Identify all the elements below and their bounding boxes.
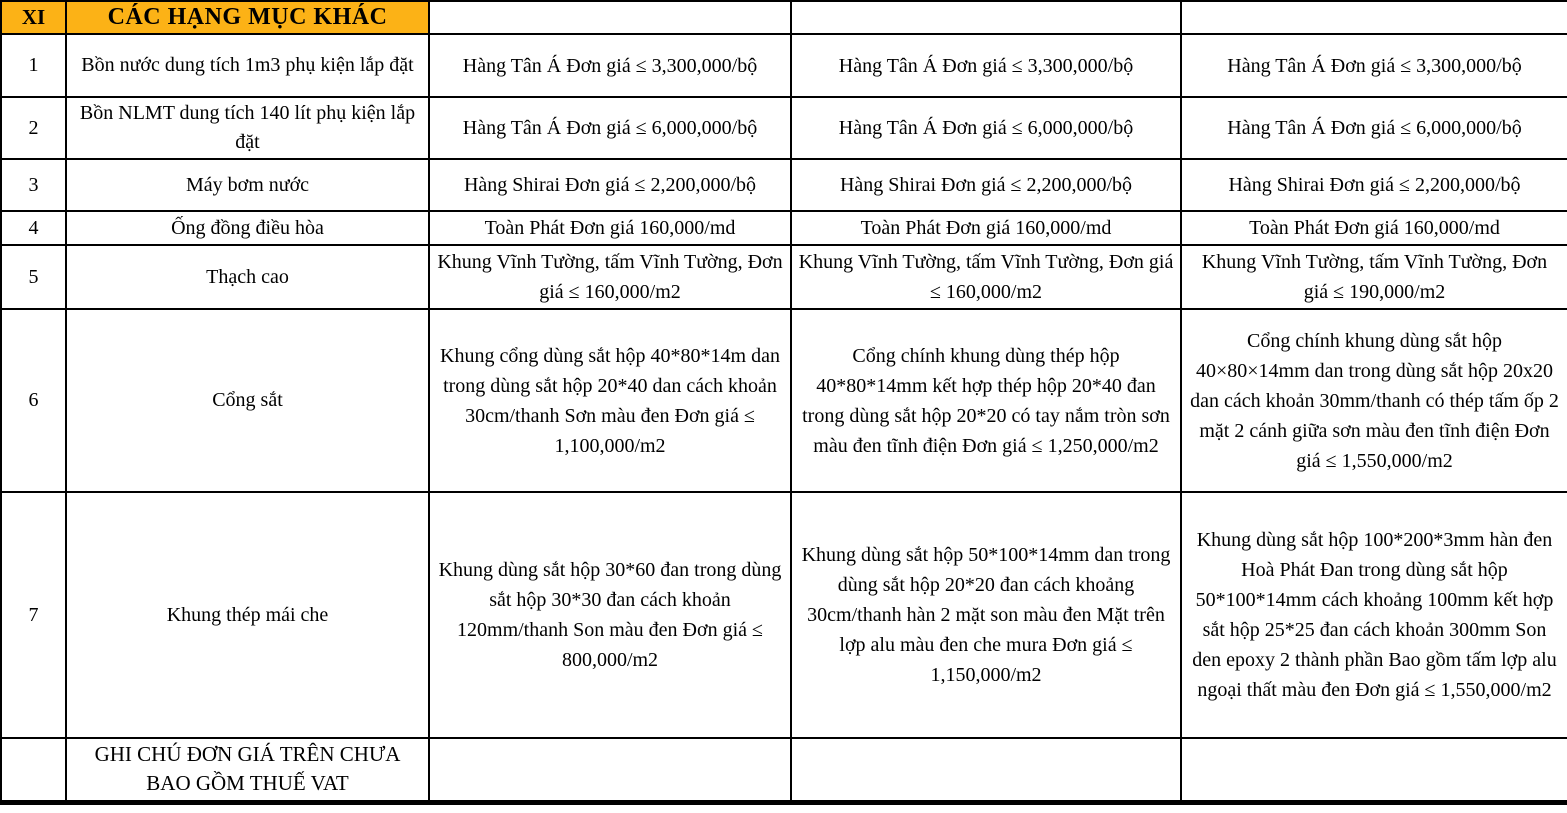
table-row — [1, 245, 1567, 309]
spec-cell: Hàng Shirai Đơn giá ≤ 2,200,000/bộ — [429, 159, 791, 211]
spec-cell: Hàng Tân Á Đơn giá ≤ 3,300,000/bộ — [791, 34, 1181, 97]
spec-cell: Toàn Phát Đơn giá 160,000/md — [429, 211, 791, 245]
header-empty-cell — [429, 1, 791, 34]
spec-cell: Cổng chính khung dùng sắt hộp 40×80×14mm dan trong dùng sắt hộp 20x20 dan cách khoản 30mm/thanh có thép tấm ốp 2 mặt 2 cánh giữa sơn màu đen tĩnh điện Đơn giá ≤ 1,550,000/m2 — [1181, 309, 1567, 492]
spec-cell: Khung Vĩnh Tường, tấm Vĩnh Tường, Đơn giá ≤ 160,000/m2 — [429, 245, 791, 309]
spec-cell: Hàng Tân Á Đơn giá ≤ 3,300,000/bộ — [1181, 34, 1567, 97]
spec-cell: Hàng Tân Á Đơn giá ≤ 3,300,000/bộ — [429, 34, 791, 97]
spec-cell: Hàng Shirai Đơn giá ≤ 2,200,000/bộ — [791, 159, 1181, 211]
spec-cell: Khung dùng sắt hộp 50*100*14mm dan trong dùng sắt hộp 20*20 đan cách khoảng 30cm/thanh hàn 2 mặt son màu đen Mặt trên lợp alu màu đen che mura Đơn giá ≤ 1,150,000/m2 — [791, 492, 1181, 738]
item-name-cell: Bồn nước dung tích 1m3 phụ kiện lắp đặt — [66, 34, 429, 97]
table-row — [1, 211, 1567, 245]
spec-cell: Khung cổng dùng sắt hộp 40*80*14m dan trong dùng sắt hộp 20*40 dan cách khoản 30cm/thanh Sơn màu đen Đơn giá ≤ 1,100,000/m2 — [429, 309, 791, 492]
spec-cell: Hàng Tân Á Đơn giá ≤ 6,000,000/bộ — [429, 97, 791, 159]
spec-cell: Khung dùng sắt hộp 100*200*3mm hàn đen Hoà Phát Đan trong dùng sắt hộp 50*100*14mm cách khoảng 100mm kết hợp sắt hộp 25*25 đan cách khoản 300mm Son den epoxy 2 thành phần Bao gồm tấm lợp alu ngoại thất màu đen Đơn giá ≤ 1,550,000/m2 — [1181, 492, 1567, 738]
spec-cell: Cổng chính khung dùng thép hộp 40*80*14mm kết hợp thép hộp 20*40 đan trong dùng sắt hộp 20*20 có tay nắm tròn sơn màu đen tĩnh điện Đơn giá ≤ 1,250,000/m2 — [791, 309, 1181, 492]
note-row — [1, 738, 1567, 802]
item-name-cell: Khung thép mái che — [66, 492, 429, 738]
item-name-cell: Ống đồng điều hòa — [66, 211, 429, 245]
row-number-cell: 6 — [1, 309, 66, 492]
table-row — [1, 159, 1567, 211]
vat-note-cell: GHI CHÚ ĐƠN GIÁ TRÊN CHƯA BAO GỒM THUẾ VAT — [66, 738, 429, 802]
item-name-cell: Thạch cao — [66, 245, 429, 309]
spec-cell: Khung dùng sắt hộp 30*60 đan trong dùng sắt hộp 30*30 đan cách khoản 120mm/thanh Son màu đen Đơn giá ≤ 800,000/m2 — [429, 492, 791, 738]
spec-cell: Toàn Phát Đơn giá 160,000/md — [791, 211, 1181, 245]
footer-empty-cell — [429, 738, 791, 802]
item-name-cell: Cổng sắt — [66, 309, 429, 492]
header-empty-cell — [1181, 1, 1567, 34]
row-number-cell: 7 — [1, 492, 66, 738]
spec-cell: Khung Vĩnh Tường, tấm Vĩnh Tường, Đơn giá ≤ 190,000/m2 — [1181, 245, 1567, 309]
row-number-cell: 3 — [1, 159, 66, 211]
spec-cell: Hàng Shirai Đơn giá ≤ 2,200,000/bộ — [1181, 159, 1567, 211]
section-number-cell: XI — [1, 1, 66, 34]
table-row — [1, 34, 1567, 97]
spec-cell: Khung Vĩnh Tường, tấm Vĩnh Tường, Đơn giá ≤ 160,000/m2 — [791, 245, 1181, 309]
item-name-cell: Bồn NLMT dung tích 140 lít phụ kiện lắp đặt — [66, 97, 429, 159]
footer-empty-cell — [791, 738, 1181, 802]
spec-cell: Toàn Phát Đơn giá 160,000/md — [1181, 211, 1567, 245]
row-number-cell: 1 — [1, 34, 66, 97]
footer-empty-number-cell — [1, 738, 66, 802]
section-header-row — [1, 1, 1567, 34]
row-number-cell: 5 — [1, 245, 66, 309]
spec-cell: Hàng Tân Á Đơn giá ≤ 6,000,000/bộ — [1181, 97, 1567, 159]
row-number-cell: 4 — [1, 211, 66, 245]
table-row — [1, 97, 1567, 159]
header-empty-cell — [791, 1, 1181, 34]
footer-empty-cell — [1181, 738, 1567, 802]
row-number-cell: 2 — [1, 97, 66, 159]
table-row — [1, 492, 1567, 738]
section-title-cell: CÁC HẠNG MỤC KHÁC — [66, 1, 429, 34]
item-name-cell: Máy bơm nước — [66, 159, 429, 211]
table-row — [1, 309, 1567, 492]
spec-cell: Hàng Tân Á Đơn giá ≤ 6,000,000/bộ — [791, 97, 1181, 159]
